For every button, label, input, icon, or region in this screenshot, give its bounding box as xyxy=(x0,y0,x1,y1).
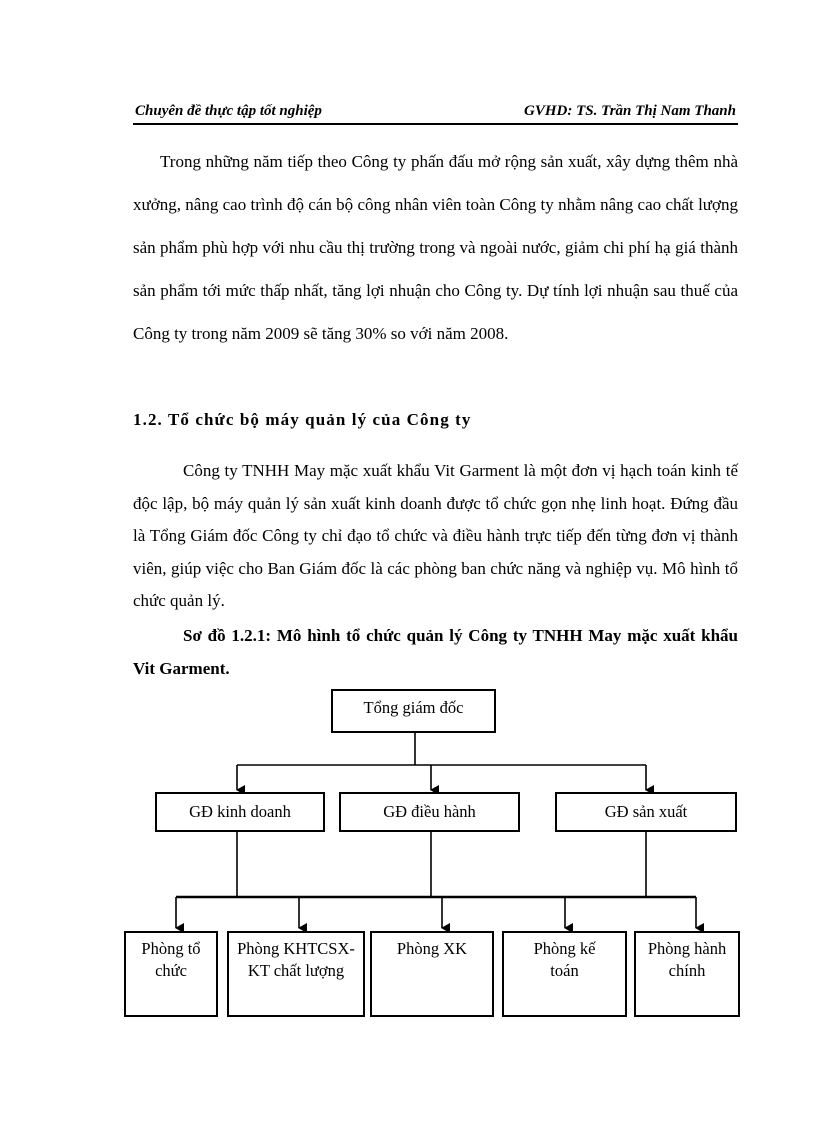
org-box-director-business-label: GĐ kinh doanh xyxy=(189,802,291,821)
org-box-dept-planning-quality xyxy=(227,931,365,1017)
org-box-director-production xyxy=(555,792,737,832)
intro-paragraph: Trong những năm tiếp theo Công ty phấn đấu mở rộng sản xuất, xây dựng thêm nhà xưởng, nâng cao trình độ cán bộ công nhân viên toàn Công ty nhằm nâng cao chất lượng sản phẩm phù hợp với nhu cầu thị trường trong và ngoài nước, giảm chi phí hạ giá thành sản phẩm tới mức thấp nhất, tăng lợi nhuận cho Công ty. Dự tính lợi nhuận sau thuế của Công ty trong năm 2009 sẽ tăng 30% so với năm 2008. xyxy=(133,152,738,343)
header-right-advisor: GVHD: TS. Trần Thị Nam Thanh xyxy=(524,103,736,119)
org-box-dept-planning-quality-label: Phòng KHTCSX- KT chất lượng xyxy=(237,939,355,980)
org-box-dept-organization-label: Phòng tổ chức xyxy=(141,939,201,980)
org-box-ceo xyxy=(331,689,496,733)
section-heading: 1.2. Tổ chức bộ máy quản lý của Công ty xyxy=(133,410,472,429)
org-box-dept-organization xyxy=(124,931,218,1017)
org-box-dept-export-label: Phòng XK xyxy=(396,939,468,958)
org-box-director-operations xyxy=(339,792,520,832)
org-box-dept-administration-label: Phòng hành chính xyxy=(647,939,727,980)
org-box-dept-accounting-label: Phòng kế toán xyxy=(533,939,596,980)
org-box-dept-accounting xyxy=(502,931,627,1017)
org-box-director-business xyxy=(155,792,325,832)
org-box-dept-administration xyxy=(634,931,740,1017)
org-box-director-operations-label: GĐ điều hành xyxy=(383,802,476,821)
org-box-dept-export xyxy=(370,931,494,1017)
org-box-director-production-label: GĐ sản xuất xyxy=(604,802,688,821)
diagram-caption: Sơ đồ 1.2.1: Mô hình tổ chức quản lý Công ty TNHH May mặc xuất khẩu Vit Garment. xyxy=(133,626,738,678)
header-left-title: Chuyên đề thực tập tốt nghiệp xyxy=(135,103,322,119)
section-paragraph: Công ty TNHH May mặc xuất khẩu Vit Garment là một đơn vị hạch toán kinh tế độc lập, bộ máy quản lý sản xuất kinh doanh được tổ chức gọn nhẹ linh hoạt. Đứng đầu là Tổng Giám đốc Công ty chỉ đạo tổ chức và điều hành trực tiếp đến từng đơn vị thành viên, giúp việc cho Ban Giám đốc là các phòng ban chức năng và nghiệp vụ. Mô hình tổ chức quản lý. xyxy=(133,461,738,610)
org-box-ceo-label: Tổng giám đốc xyxy=(363,698,464,717)
